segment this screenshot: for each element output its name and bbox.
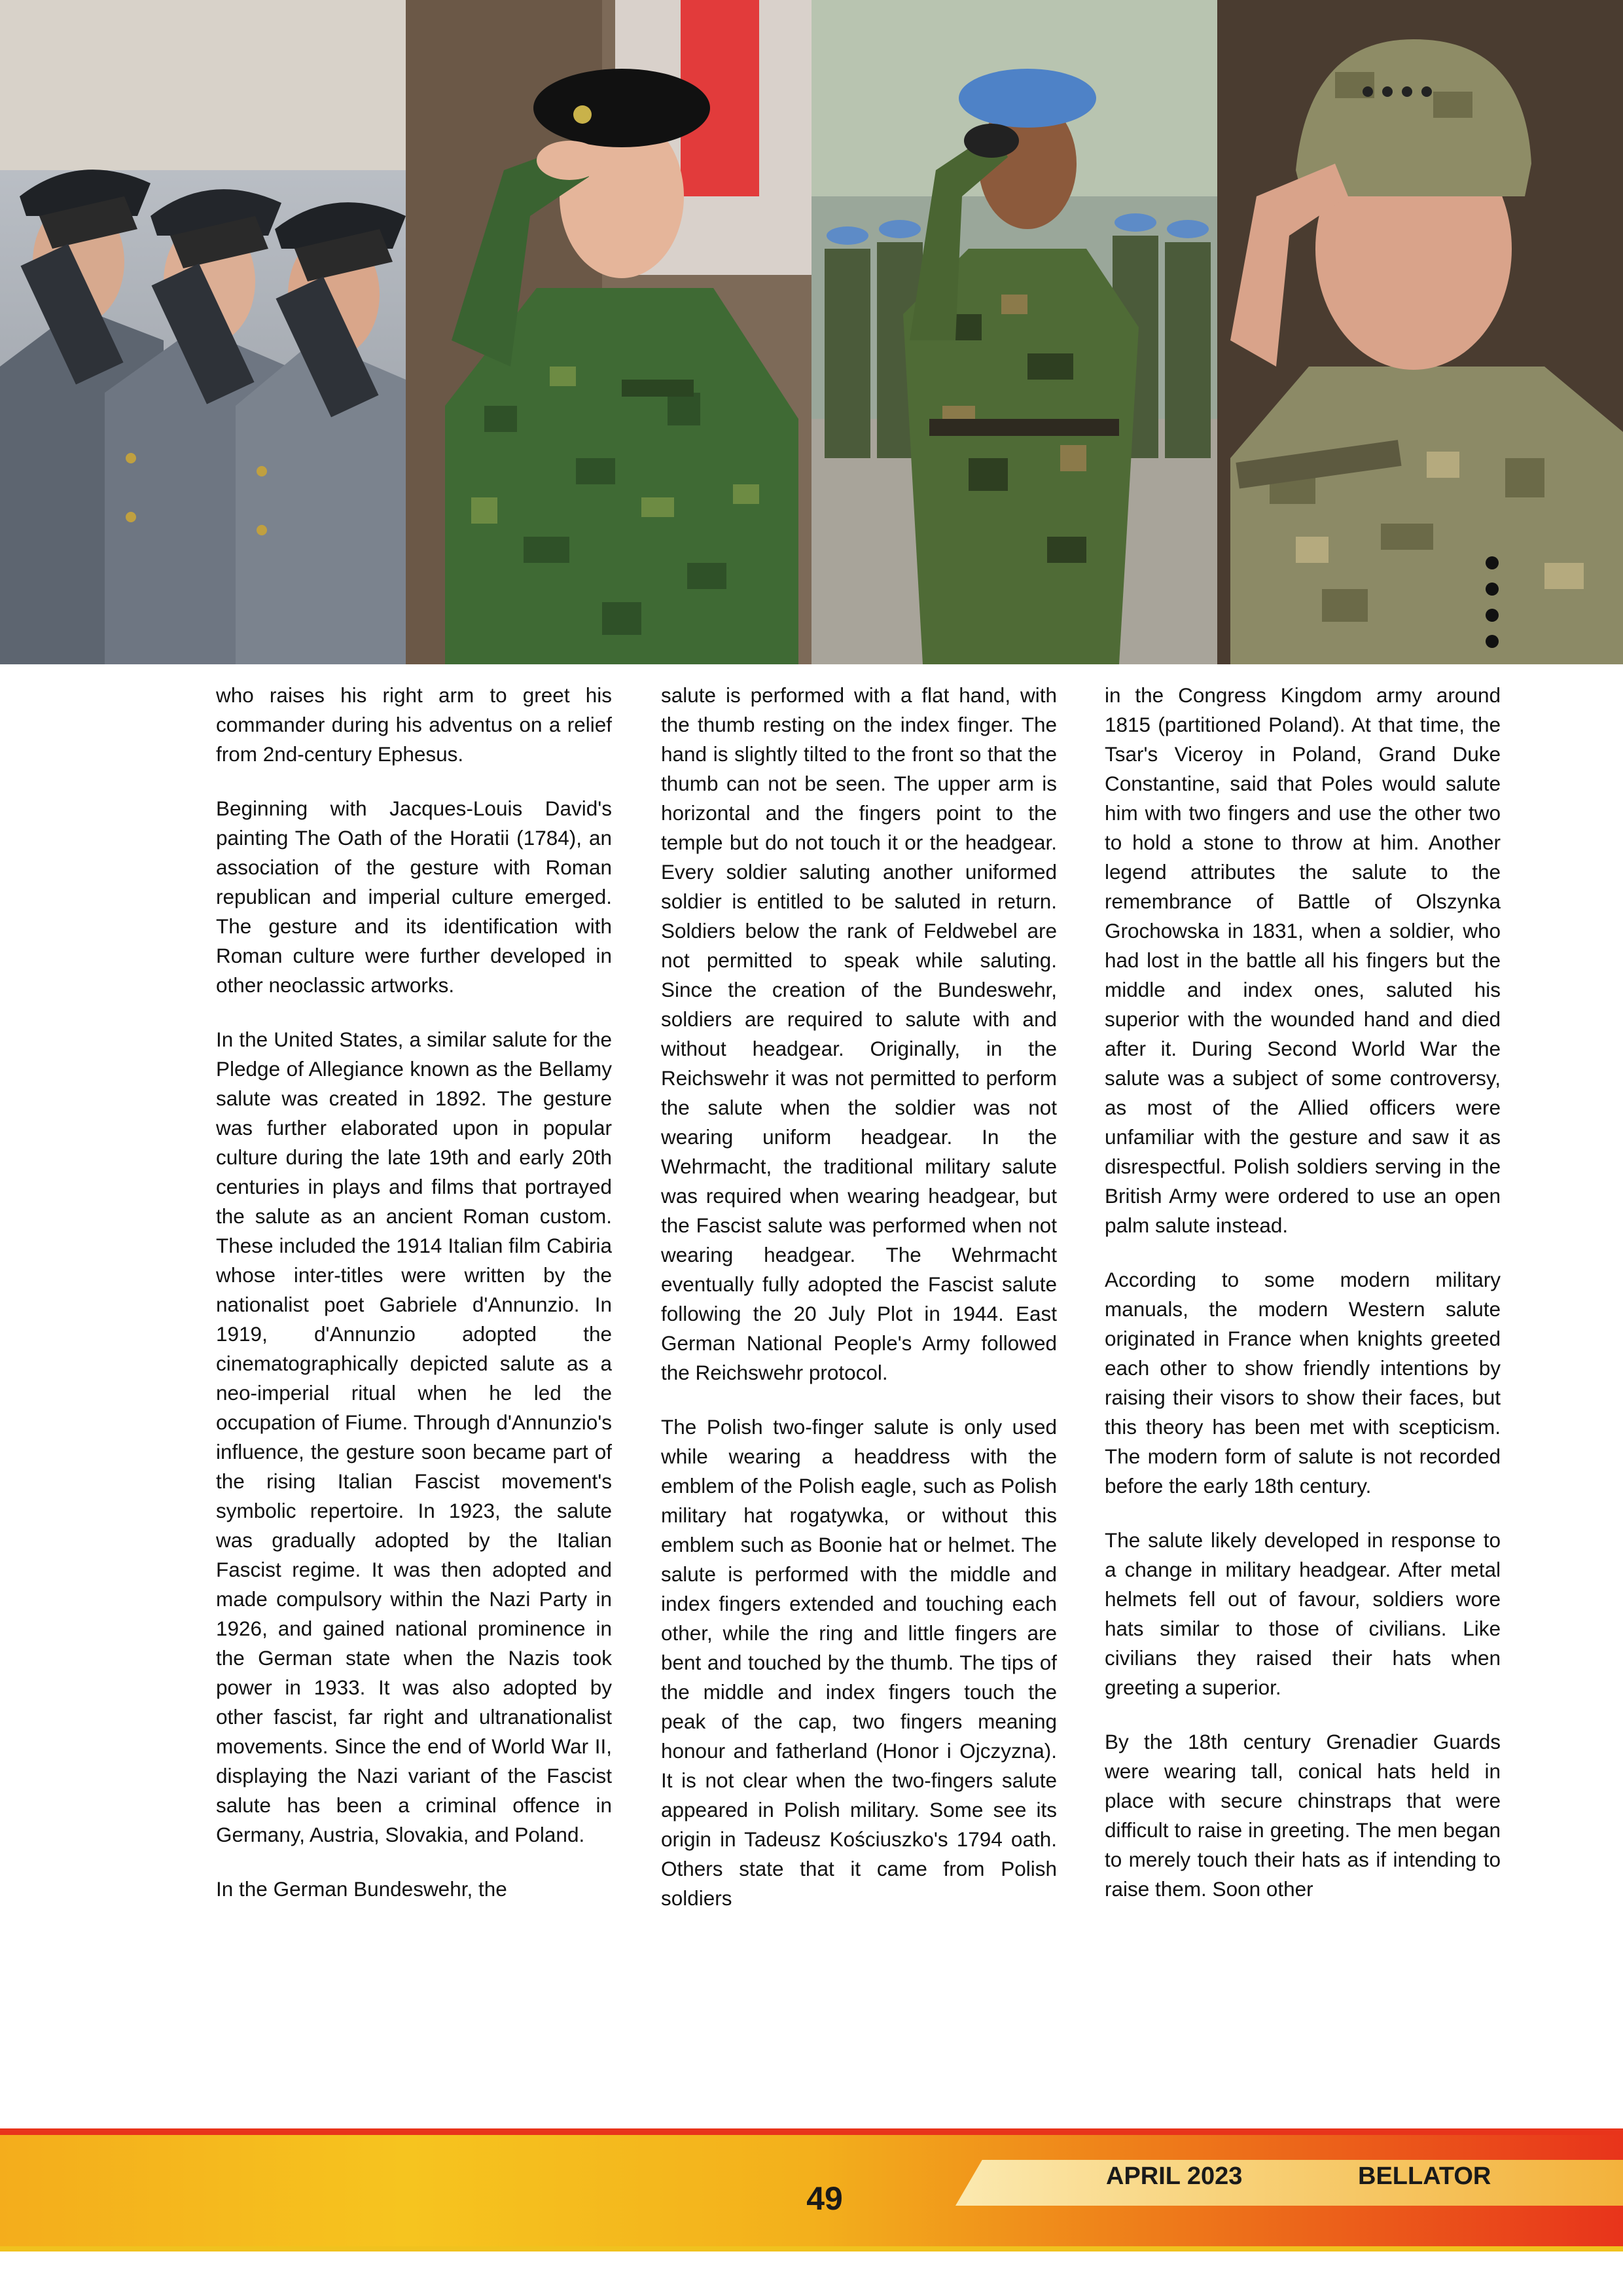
paragraph: By the 18th century Grenadier Guards were wearing tall, conical hats held in place with secure chinstraps that were difficult to raise in greeting. The men began to merely touch their hats as if intending to raise them. Soon other bbox=[1105, 1730, 1501, 1901]
un-peacekeeper-saluting-photo bbox=[812, 0, 1217, 664]
magazine-name: BELLATOR bbox=[1358, 2162, 1491, 2190]
un-peacekeeper-illustration bbox=[812, 0, 1217, 664]
article-body bbox=[216, 681, 1502, 2127]
paragraph: In the German Bundeswehr, the bbox=[216, 1877, 507, 1901]
cadets-saluting-photo bbox=[0, 0, 406, 664]
footer-banner bbox=[955, 2160, 1623, 2206]
paragraph: in the Congress Kingdom army around 1815 (partitioned Poland). At that time, the Tsar's Viceroy in Poland, Grand Duke Constantine, said that Poles would salute him with two fingers and use the other two to hold a stone to throw at him. Another legend attributes the salute to the remembrance of Battle of Olszynka Grochowska in 1831, when a soldier, who had lost in the battle all his fingers but the middle and index ones, saluted his superior with the wounded hand and died after it. During Second World War the salute was a subject of some controversy, as most of the Allied officers were unfamiliar with the gesture and saw it as disrespectful. Polish soldiers serving in the British Army were ordered to use an open palm salute instead. bbox=[1105, 683, 1501, 1237]
text-column-3 bbox=[1105, 681, 1501, 1929]
text-column-1 bbox=[216, 681, 612, 1929]
paragraph: According to some modern military manuals, the modern Western salute originated in France when knights greeted each other to show friendly intentions by raising their visors to show their faces, but this theory has been met with scepticism. The modern form of salute is not recorded before the early 18th century. bbox=[1105, 1268, 1501, 1498]
us-general-saluting-photo bbox=[1217, 0, 1623, 664]
footer-top-stripe bbox=[0, 2128, 1623, 2135]
paragraph: salute is performed with a flat hand, with the thumb resting on the index finger. The hand is slightly tilted to the front so that the thumb can not be seen. The upper arm is horizontal and the fingers point to the temple but do not touch it or the headgear. Every soldier saluting another uniformed soldier is entitled to be saluted in return. Soldiers below the rank of Feldwebel are not permitted to speak while saluting. Since the creation of the Bundeswehr, soldiers are required to salute with and without headgear. Originally, in the Reichswehr it was not permitted to perform the salute when the soldier was not wearing uniform headgear. In the Wehrmacht, the traditional military salute was required when wearing headgear, but the Fascist salute was performed when not wearing headgear. The Wehrmacht eventually fully adopted the Fascist salute following the 20 July Plot in 1944. East German National People's Army followed the Reichswehr protocol. bbox=[661, 683, 1057, 1384]
photo-strip bbox=[0, 0, 1623, 664]
paragraph: The Polish two-finger salute is only used while wearing a headdress with the emblem of the Polish eagle, such as Polish military hat rogatywka, or without this emblem such as Boonie hat or helmet. The salute is performed with the middle and index fingers extended and touching each other, while the ring and little fingers are bent and touched by the thumb. The tips of the middle and index fingers touch the peak of the cap, two fingers meaning honour and fatherland (Honor i Ojczyzna). It is not clear when the two-fingers salute appeared in Polish military. Some see its origin in Tadeusz Kościuszko's 1794 oath. Others state that it came from Polish soldiers bbox=[661, 1415, 1057, 1910]
paragraph: The salute likely developed in response to a change in military headgear. After metal helmets fell out of favour, soldiers wore hats similar to those of civilians. Like civilians they raised their hats when greeting a superior. bbox=[1105, 1528, 1501, 1699]
us-general-illustration bbox=[1217, 0, 1623, 664]
paragraph: In the United States, a similar salute for the Pledge of Allegiance known as the Bellamy salute was created in 1892. The gesture was further elaborated upon in popular culture during the late 19th and early 20th centuries in plays and films that portrayed the salute as an ancient Roman custom. These included the 1914 Italian film Cabiria whose inter-titles were written by the nationalist poet Gabriele d'Annunzio. In 1919, d'Annunzio adopted the cinematographically depicted salute as a neo-imperial ritual when he led the occupation of Fiume. Through d'Annunzio's influence, the gesture soon became part of the rising Italian Fascist movement's symbolic repertoire. In 1923, the salute was gradually adopted by the Italian Fascist regime. It was then adopted and made compulsory within the Nazi Party in 1926, and gained national prominence in the German state when the Nazis took power in 1933. It was also adopted by other fascist, far right and ultranationalist movements. Since the end of World War II, displaying the Nazi variant of the Fascist salute has been a criminal offence in Germany, Austria, Slovakia, and Poland. bbox=[216, 1028, 612, 1846]
paragraph: who raises his right arm to greet his commander during his adventus on a relief from 2nd-century Ephesus. bbox=[216, 683, 612, 766]
cadets-photo-illustration bbox=[0, 0, 406, 664]
page-footer bbox=[0, 2128, 1623, 2296]
canadian-soldier-illustration bbox=[406, 0, 812, 664]
footer-bottom-stripe bbox=[0, 2246, 1623, 2251]
canadian-soldier-saluting-photo bbox=[406, 0, 812, 664]
page-number: 49 bbox=[806, 2180, 843, 2217]
issue-date: APRIL 2023 bbox=[1106, 2162, 1243, 2190]
footer-gradient-band bbox=[0, 2135, 1623, 2246]
text-column-2 bbox=[661, 681, 1057, 1938]
paragraph: Beginning with Jacques-Louis David's painting The Oath of the Horatii (1784), an association of the gesture with Roman republican and imperial culture emerged. The gesture and its identification with Roman culture were further developed in other neoclassic artworks. bbox=[216, 797, 612, 997]
